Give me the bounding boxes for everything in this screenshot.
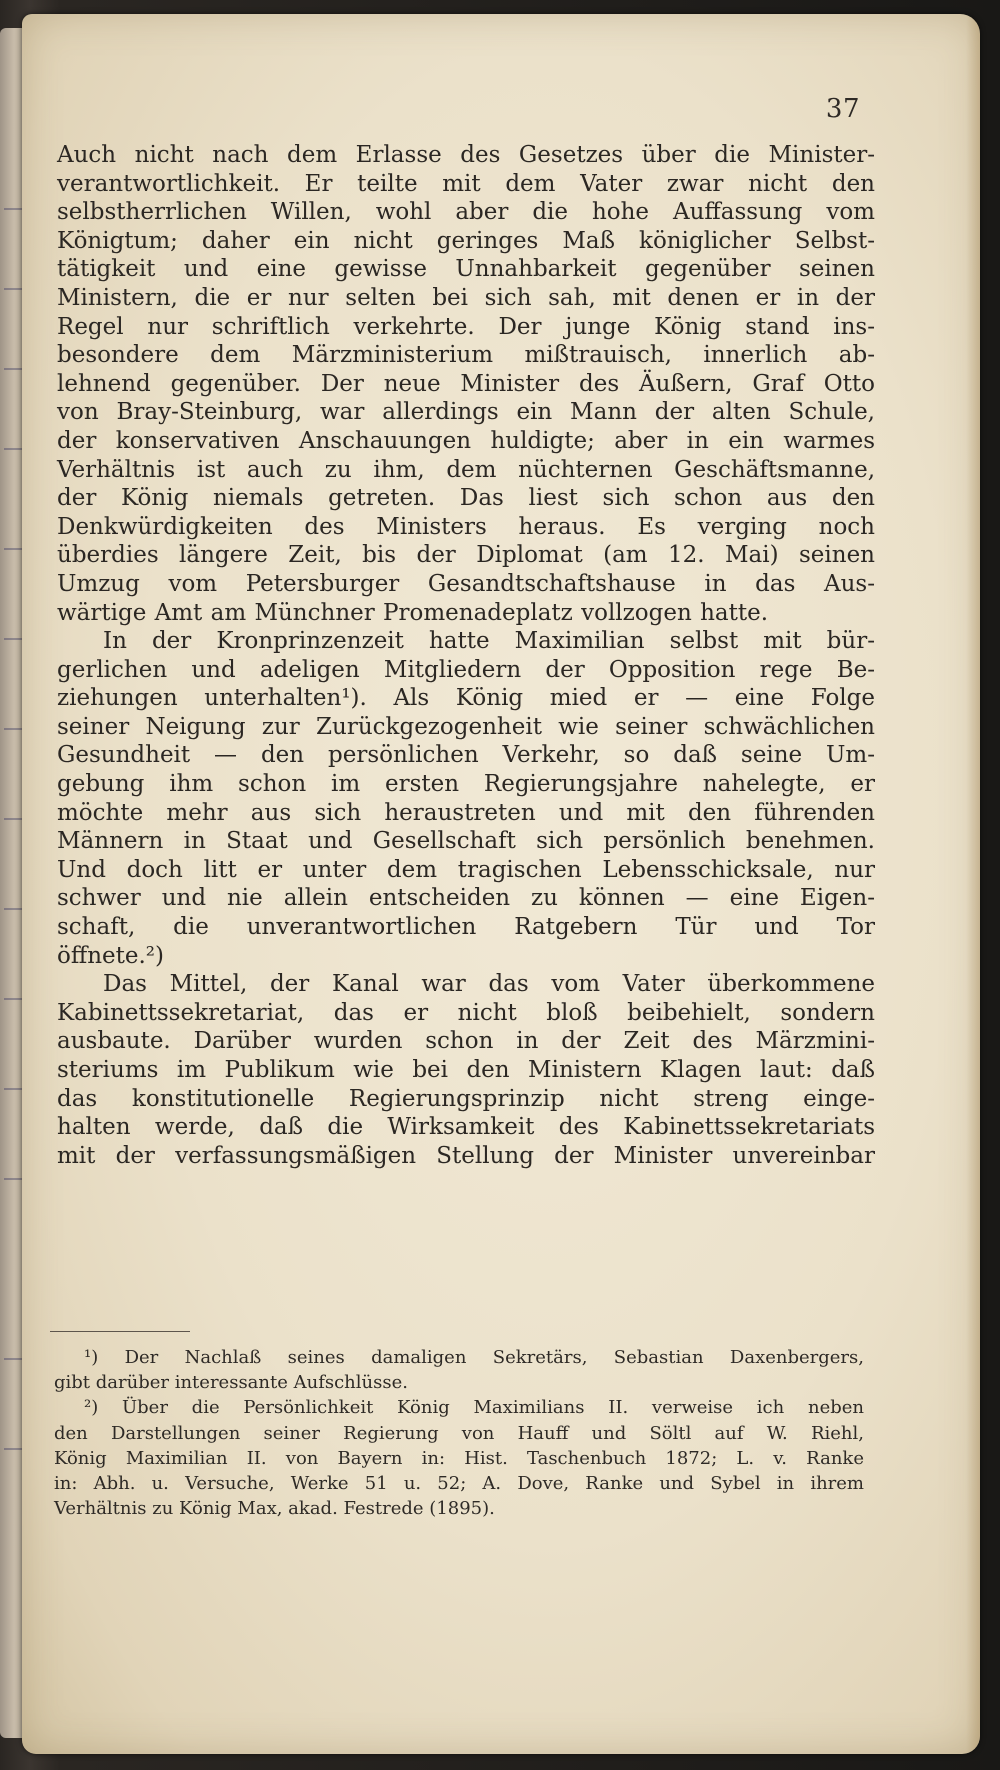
text-line: besondere dem Märzministerium mißtrauisch, innerlich ab- — [57, 342, 875, 369]
text-line: schwer und nie allein entscheiden zu können — eine Eigen- — [57, 885, 875, 912]
text-line: von Bray-Steinburg, war allerdings ein Mann der alten Schule, — [57, 399, 875, 426]
book-page — [22, 14, 980, 1754]
text-line: Verhältnis ist auch zu ihm, dem nüchternen Geschäftsmanne, — [57, 456, 875, 483]
footnote-1-line: gibt darüber interessante Aufschlüsse. — [54, 1372, 408, 1394]
text-line: Regel nur schriftlich verkehrte. Der junge König stand ins- — [57, 313, 875, 340]
text-line: Königtum; daher ein nicht geringes Maß königlicher Selbst- — [57, 227, 875, 254]
paragraph-end-line: öffnete.²) — [57, 942, 164, 969]
footnote-2-line: den Darstellungen seiner Regierung von Hauff und Söltl auf W. Riehl, — [54, 1422, 864, 1444]
text-line: selbstherrlichen Willen, wohl aber die hohe Auffassung vom — [57, 199, 875, 226]
text-line: verantwortlichkeit. Er teilte mit dem Vater zwar nicht den — [57, 170, 875, 197]
paragraph-start-line: In der Kronprinzenzeit hatte Maximilian selbst mit bür- — [103, 628, 875, 655]
text-line: überdies längere Zeit, bis der Diplomat (am 12. Mai) seinen — [57, 542, 875, 569]
text-line: Kabinettssekretariat, das er nicht bloß beibehielt, sondern — [57, 999, 875, 1026]
page-edge-shadow — [966, 14, 980, 1754]
footnote-2-line: ²) Über die Persönlichkeit König Maximilians II. verweise ich neben — [84, 1397, 864, 1419]
text-line: Auch nicht nach dem Erlasse des Gesetzes über die Minister- — [57, 142, 875, 168]
text-line: ziehungen unterhalten¹). Als König mied er — eine Folge — [57, 685, 875, 712]
footnote-2-line: Verhältnis zu König Max, akad. Festrede (1895). — [54, 1498, 495, 1520]
paragraph-start-line: Das Mittel, der Kanal war das vom Vater überkommene — [103, 971, 875, 998]
text-line: Gesundheit — den persönlichen Verkehr, so daß seine Um- — [57, 742, 875, 769]
page-number: 37 — [825, 94, 860, 124]
text-line: der König niemals getreten. Das liest sich schon aus den — [57, 485, 875, 512]
text-line: steriums im Publikum wie bei den Ministern Klagen laut: daß — [57, 1057, 875, 1083]
text-line: ausbaute. Darüber wurden schon in der Zeit des Märzmini- — [57, 1028, 875, 1055]
text-line: tätigkeit und eine gewisse Unnahbarkeit gegenüber seinen — [57, 256, 875, 283]
footnote-divider — [50, 1331, 190, 1332]
text-line: seiner Neigung zur Zurückgezogenheit wie seiner schwächlichen — [57, 713, 875, 740]
text-line: Männern in Staat und Gesellschaft sich persönlich benehmen. — [57, 828, 875, 855]
text-line: gebung ihm schon im ersten Regierungsjahre nahelegte, er — [57, 771, 875, 798]
footnote-2-line: in: Abh. u. Versuche, Werke 51 u. 52; A. Dove, Ranke und Sybel in ihrem — [54, 1472, 864, 1494]
text-line: halten werde, daß die Wirksamkeit des Kabinettssekretariats — [57, 1114, 875, 1141]
text-line: Und doch litt er unter dem tragischen Lebensschicksale, nur — [57, 856, 875, 883]
text-line: Ministern, die er nur selten bei sich sah, mit denen er in der — [57, 284, 875, 311]
text-line: der konservativen Anschauungen huldigte; aber in ein warmes — [57, 427, 875, 454]
text-line: schaft, die unverantwortlichen Ratgebern Tür und Tor — [57, 914, 875, 941]
text-line: das konstitutionelle Regierungsprinzip nicht streng einge- — [57, 1085, 875, 1112]
paragraph-end-line: wärtige Amt am Münchner Promenadeplatz vollzogen hatte. — [57, 599, 769, 626]
body-text — [57, 141, 875, 1170]
text-line: Umzug vom Petersburger Gesandtschaftshause in das Aus- — [57, 570, 875, 597]
text-line: lehnend gegenüber. Der neue Minister des Äußern, Graf Otto — [57, 370, 875, 397]
footnote-2-line: König Maximilian II. von Bayern in: Hist. Taschenbuch 1872; L. v. Ranke — [54, 1447, 864, 1469]
text-line: möchte mehr aus sich heraustreten und mit den führenden — [57, 799, 875, 826]
text-line: Denkwürdigkeiten des Ministers heraus. Es verging noch — [57, 513, 875, 540]
footnote-1-line: ¹) Der Nachlaß seines damaligen Sekretärs, Sebastian Daxenbergers, — [84, 1347, 864, 1368]
footnotes — [54, 1345, 864, 1521]
text-line: gerlichen und adeligen Mitgliedern der Opposition rege Be- — [57, 656, 875, 683]
text-line: mit der verfassungsmäßigen Stellung der Minister unvereinbar — [57, 1142, 875, 1169]
